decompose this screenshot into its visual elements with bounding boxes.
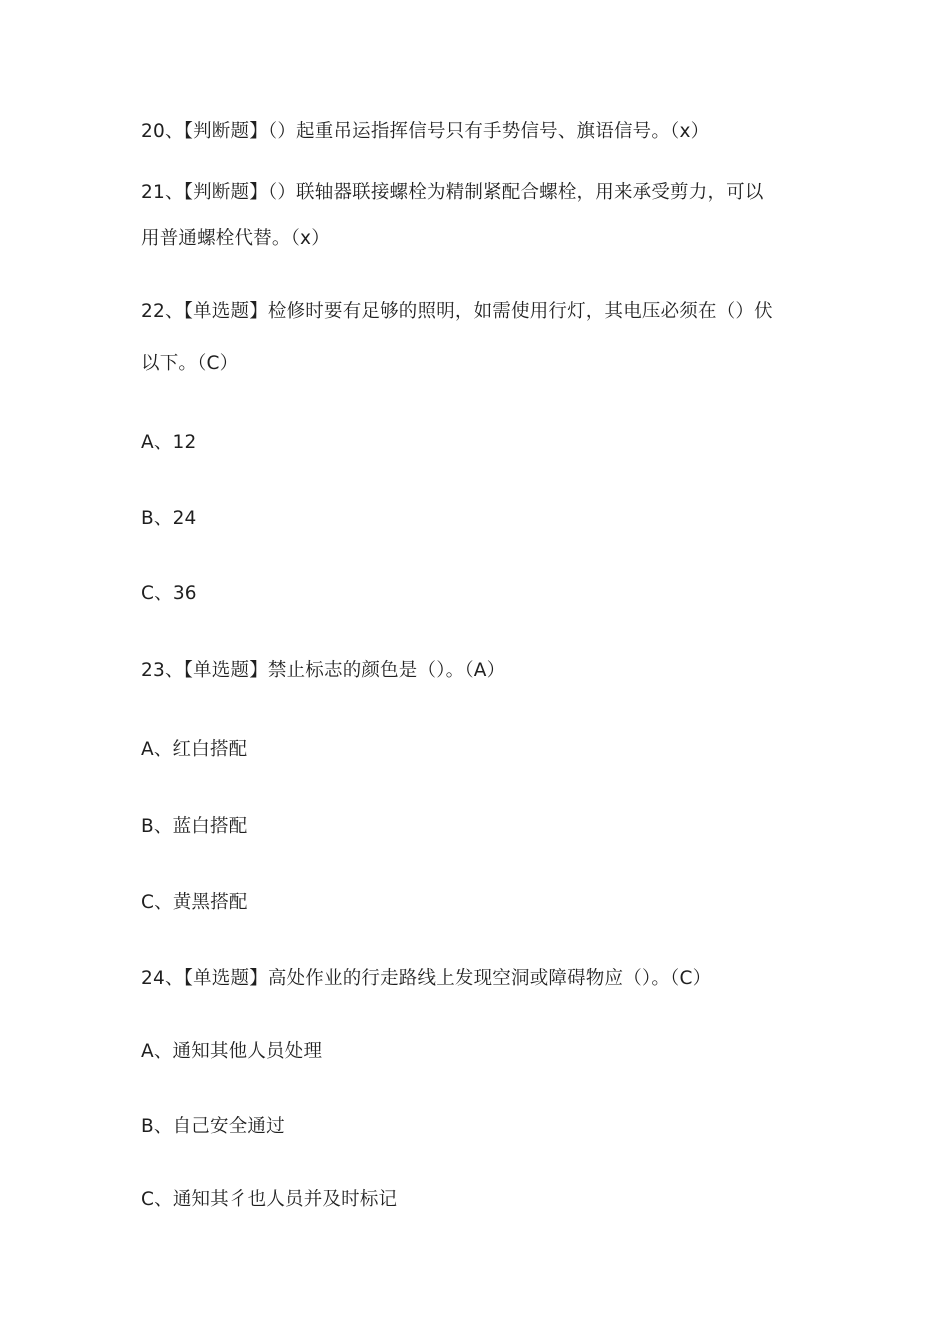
question-23-option-a: A、红白搭配 (141, 739, 248, 760)
question-21-line-2: 用普通螺栓代替。（x） (141, 228, 330, 249)
question-24-option-c: C、通知其彳也人员并及时标记 (141, 1189, 398, 1210)
question-22-line-1: 22、【单选题】检修时要有足够的照明，如需使用行灯，其电压必须在（）伏 (141, 301, 773, 322)
question-24-option-a: A、通知其他人员处理 (141, 1041, 323, 1062)
question-24-option-b: B、自己安全通过 (141, 1116, 285, 1137)
question-23: 23、【单选题】禁止标志的颜色是（）。（A） (141, 660, 506, 681)
question-22-option-a: A、12 (141, 432, 197, 453)
question-22-option-c: C、36 (141, 583, 197, 604)
question-23-option-b: B、蓝白搭配 (141, 816, 248, 837)
question-22-line-2: 以下。（C） (141, 353, 239, 374)
question-23-option-c: C、黄黑搭配 (141, 892, 248, 913)
question-20: 20、【判断题】（）起重吊运指挥信号只有手势信号、旗语信号。（x） (141, 121, 710, 142)
question-24: 24、【单选题】高处作业的行走路线上发现空洞或障碍物应（）。（C） (141, 968, 712, 989)
question-22-option-b: B、24 (141, 508, 197, 529)
question-21-line-1: 21、【判断题】（）联轴器联接螺栓为精制紧配合螺栓，用来承受剪力，可以 (141, 182, 764, 203)
